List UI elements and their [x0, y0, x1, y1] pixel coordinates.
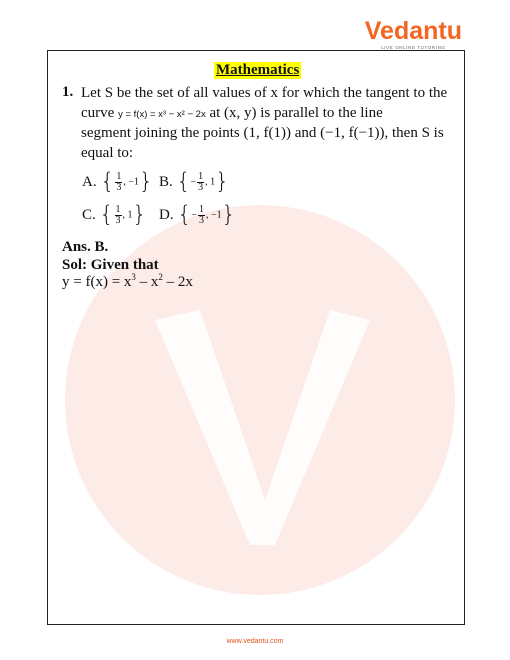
- right-brace: }: [221, 202, 236, 228]
- option-label: B.: [159, 173, 173, 190]
- left-brace: {: [176, 169, 191, 195]
- question-line-2: [81, 104, 383, 124]
- right-brace: }: [132, 202, 147, 228]
- question-text-4: equal to:: [81, 145, 134, 161]
- left-brace: {: [99, 202, 114, 228]
- fraction: $\frac{1}{3}$: [115, 204, 121, 226]
- logo-tagline: LIVE ONLINE TUTORING: [381, 45, 446, 50]
- question-number: 1.: [62, 84, 74, 100]
- solution-heading: Sol: Given that: [62, 257, 159, 273]
- question-line-4: [81, 144, 133, 162]
- question-line-3: [81, 124, 444, 142]
- right-brace: }: [138, 169, 153, 195]
- option-b: B. {− $\frac{1}{3}$ , 1}: [159, 169, 230, 195]
- option-label: A.: [82, 173, 97, 190]
- question-text-2a: curve: [81, 105, 115, 121]
- answer: Ans. B.: [62, 239, 109, 255]
- right-brace: }: [215, 169, 230, 195]
- option-a: A. { $\frac{1}{3}$ , −1}: [82, 169, 153, 195]
- fraction: $\frac{1}{3}$: [198, 204, 204, 226]
- left-brace: {: [100, 169, 115, 195]
- logo-wordmark: Vedantu: [364, 17, 462, 45]
- footer-url[interactable]: www.vedantu.com: [226, 638, 284, 645]
- subject-heading: Mathematics: [216, 62, 300, 78]
- fraction: $\frac{1}{3}$: [116, 171, 122, 193]
- question-text-2b: at (x, y) is parallel to the line: [209, 105, 383, 121]
- question-text-1: Let S be the set of all values of x for which the tangent to the: [81, 85, 448, 101]
- option-label: C.: [82, 206, 96, 223]
- option-c: C. { $\frac{1}{3}$ , 1}: [82, 202, 147, 228]
- solution-equation: $y = f(x) = x^3 - x^2 - 2x$: [62, 272, 193, 290]
- vedantu-logo: [365, 18, 462, 50]
- option-label: D.: [159, 206, 174, 223]
- option-d: D. {− $\frac{1}{3}$ , −1}: [159, 202, 236, 228]
- question-text-3: segment joining the points (1, f(1)) and (−1, f(−1)), then S is: [81, 125, 444, 141]
- left-brace: {: [177, 202, 192, 228]
- question-line-1: [81, 84, 447, 102]
- function-equation: y = f(x) = x³ − x² − 2x: [118, 109, 206, 120]
- fraction: $\frac{1}{3}$: [198, 171, 204, 193]
